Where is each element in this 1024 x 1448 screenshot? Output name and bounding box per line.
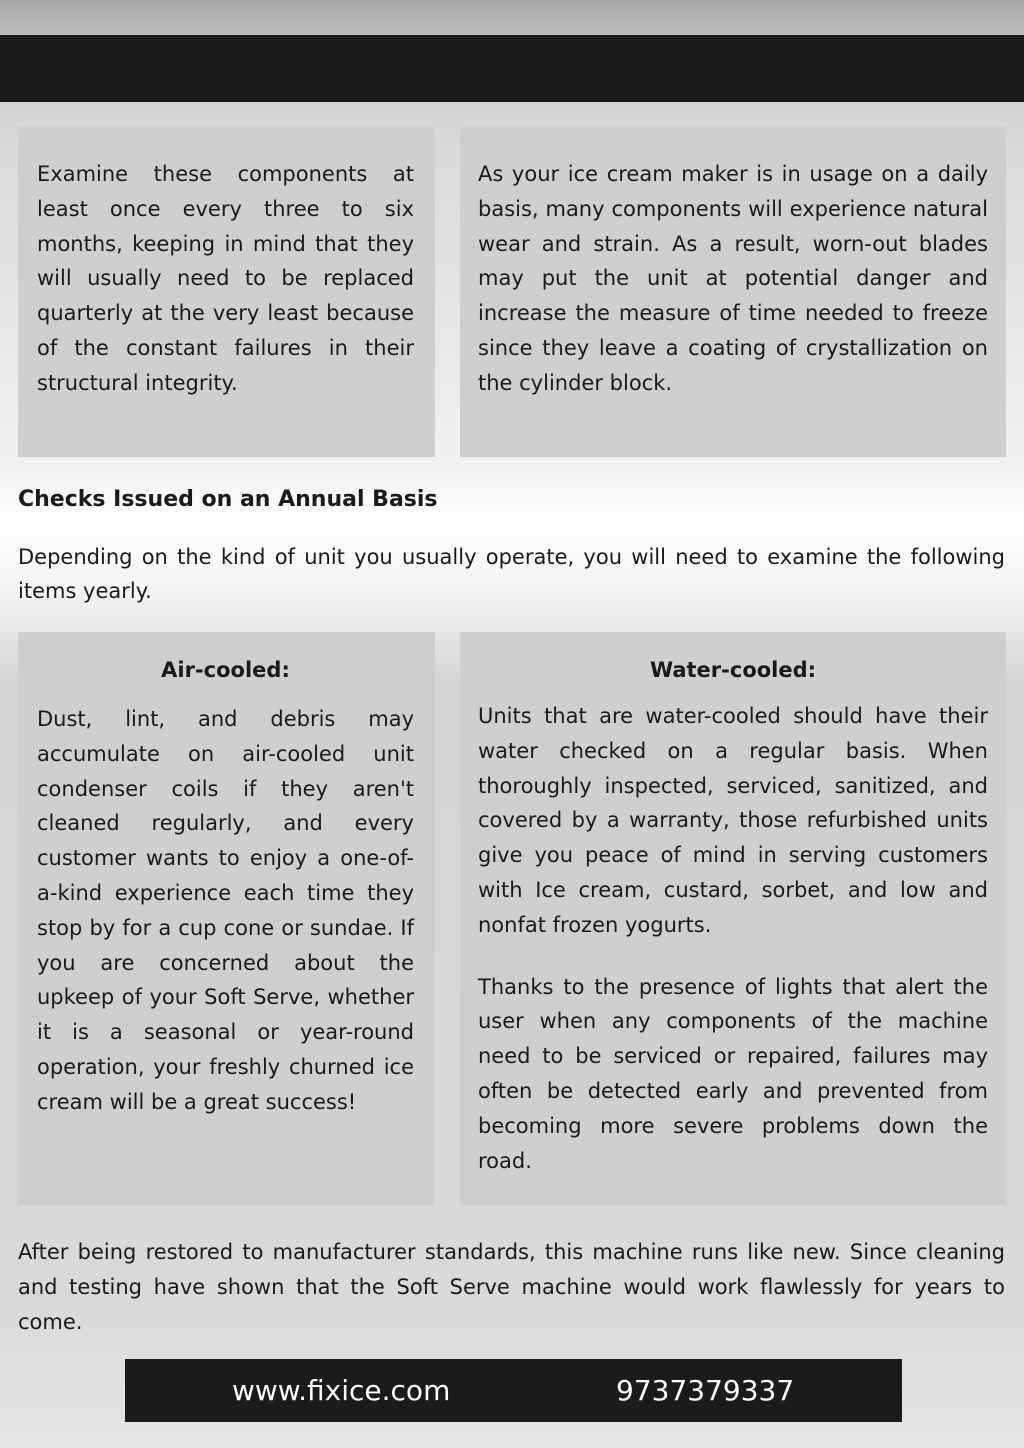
phone-number[interactable]: 9737379337 <box>616 1374 795 1407</box>
annual-checks-heading: Checks Issued on an Annual Basis <box>18 487 438 512</box>
water-cooled-box <box>460 632 1006 1205</box>
air-cooled-text: Dust, lint, and debris may accumulate on air-cooled unit condenser coils if they aren't cleaned regularly, and every customer wants to enjoy a one-of-a-kind experience each time they stop by for a cup cone or sundae. If you are concerned about the upkeep of your Soft Serve, whether it is a seasonal or year-round operation, your freshly churned ice cream will be a great success! <box>37 707 414 1114</box>
water-cooled-title: Water-cooled: <box>649 658 817 682</box>
wear-and-strain-text: As your ice cream maker is in usage on a daily basis, many components will experience natural wear and strain. As a result, worn-out blades may put the unit at potential danger and increase the measure of time needed to freeze since they leave a coating of crystallization on the cylinder block. <box>478 162 988 395</box>
water-cooled-text-2: Thanks to the presence of lights that alert the user when any components of the machine need to be serviced or repaired, failures may often be detected early and prevented from becoming more severe problems down the road. <box>478 974 988 1173</box>
footer-bar <box>125 1359 902 1422</box>
air-cooled-title: Air-cooled: <box>161 658 290 682</box>
air-cooled-box <box>18 632 435 1205</box>
wear-and-strain-box <box>460 127 1006 457</box>
components-exam-text: Examine these components at least once every three to six months, keeping in mind that they will usually need to be replaced quarterly at the very least because of the constant failures in their structural integrity. <box>37 162 414 395</box>
components-exam-box <box>18 127 435 457</box>
water-cooled-text-1: Units that are water-cooled should have their water checked on a regular basis. When thoroughly inspected, serviced, sanitized, and covered by a warranty, those refurbished units give you peace of mind in serving customers with Ice cream, custard, sorbet, and low and nonfat frozen yogurts. <box>478 704 988 937</box>
website-link[interactable]: www.fixice.com <box>232 1374 451 1407</box>
closing-paragraph: After being restored to manufacturer standards, this machine runs like new. Since cleaning and testing have shown that the Soft Serve machine would work flawlessly for years to come. <box>18 1240 1005 1334</box>
annual-checks-intro: Depending on the kind of unit you usually operate, you will need to examine the following items yearly. <box>18 545 1005 603</box>
header-bar <box>0 35 1024 102</box>
